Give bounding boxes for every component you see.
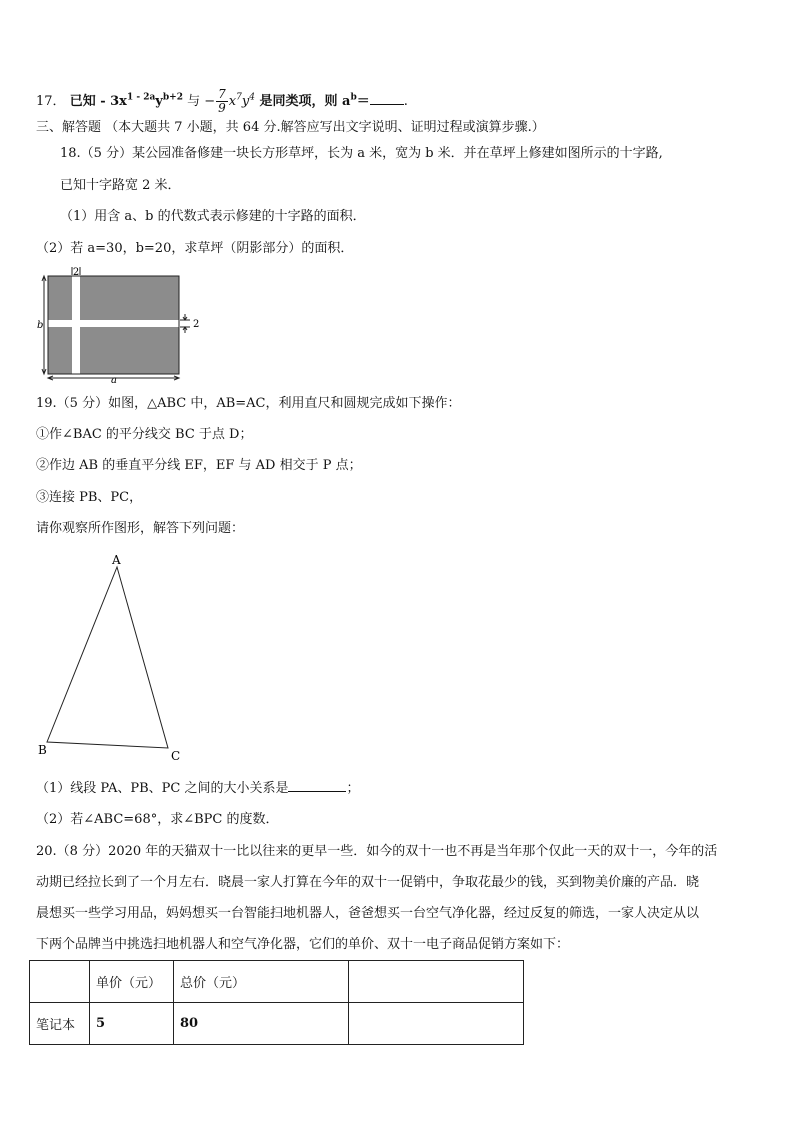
lawn-figure: [34, 265, 199, 385]
question-19-step-3: ③连接 PB、PC，: [36, 490, 143, 505]
question-19-line-1: 19.（5 分）如图，△ABC 中，AB=AC，利用直尺和圆规完成如下操作：: [36, 396, 461, 411]
answer-blank: [370, 104, 404, 105]
question-20-line-2: 动期已经拉长到了一个月左右．晓晨一家人打算在今年的双十一促销中，争取花最少的钱，买到物美价廉的产品．晓: [36, 875, 700, 890]
table-header-row: [30, 961, 524, 1003]
vertex-b-label: B: [38, 743, 47, 757]
lawn-bottom-left: [48, 327, 72, 374]
vertex-c-label: C: [171, 749, 181, 763]
question-number: 17．: [36, 94, 66, 109]
vertex-a-label: A: [112, 553, 121, 567]
question-19-part-1: （1）线段 PA、PB、PC 之间的大小关系是 ；: [36, 781, 360, 796]
table-cell: 笔记本: [30, 1003, 90, 1045]
question-19-part-2: （2）若∠ABC=68°，求∠BPC 的度数．: [36, 812, 279, 827]
table-header-cell: [349, 961, 524, 1003]
table-cell: 80: [174, 1003, 349, 1045]
table-header-cell: 单价（元）: [90, 961, 174, 1003]
lawn-top-right: [80, 276, 179, 320]
question-19-step-2: ②作边 AB 的垂直平分线 EF，EF 与 AD 相交于 P 点；: [36, 458, 362, 473]
section-heading: 三、解答题 （本大题共 7 小题，共 64 分.解答应写出文字说明、证明过程或演算步骤.）: [36, 120, 545, 135]
question-18-part-2: （2）若 a=30，b=20，求草坪（阴影部分）的面积．: [36, 241, 354, 256]
lawn-top-left: [48, 276, 72, 320]
question-18-line-1: 18.（5 分）某公园准备修建一块长方形草坪，长为 a 米，宽为 b 米．并在草坪上修建如图所示的十字路,: [60, 146, 663, 161]
road-width-label-right: 2: [193, 319, 199, 330]
term-2: $x^7y^4$: [228, 92, 255, 109]
road-width-label-top: 2: [72, 267, 80, 278]
table-cell: [349, 1003, 524, 1045]
question-18-part-1: （1）用含 a、b 的代数式表示修建的十字路的面积．: [60, 209, 366, 224]
question-19-step-1: ①作∠BAC 的平分线交 BC 于点 D；: [36, 427, 253, 442]
question-19-ask: 请你观察所作图形，解答下列问题：: [36, 521, 245, 536]
table-header-cell: [30, 961, 90, 1003]
answer-blank: [288, 791, 346, 792]
fraction: $\frac{7}{9}$: [218, 87, 226, 115]
question-18-line-2: 已知十字路宽 2 米．: [60, 178, 181, 193]
lawn-bottom-right: [80, 327, 179, 374]
triangle-figure: [30, 550, 200, 770]
price-table: [29, 960, 524, 1045]
table-row: [30, 1003, 524, 1045]
question-20-line-3: 晨想买一些学习用品，妈妈想买一台智能扫地机器人，爸爸想买一台空气净化器，经过反复的筛选，一家人决定从以: [36, 906, 700, 921]
table-cell: 5: [90, 1003, 174, 1045]
width-label-b: b: [37, 320, 44, 331]
table-header-cell: 总价（元）: [174, 961, 349, 1003]
question-20-line-1: 20.（8 分）2020 年的天猫双十一比以往来的更早一些．如今的双十一也不再是当年那个仅此一天的双十一，今年的活: [36, 844, 718, 859]
question-20-line-4: 下两个品牌当中挑选扫地机器人和空气净化器，它们的单价、双十一电子商品促销方案如下：: [36, 937, 570, 952]
question-17: 17． 已知 - $3x^{1 - 2a}y^{b+2}$ 与 − $\frac{7}{9}$ $x^7y^4$ 是同类项，则 $a^b=$ .: [36, 87, 408, 115]
length-label-a: a: [111, 375, 117, 385]
term-1: 已知 - $3x^{1 - 2a}y^{b+2}$: [69, 92, 183, 109]
